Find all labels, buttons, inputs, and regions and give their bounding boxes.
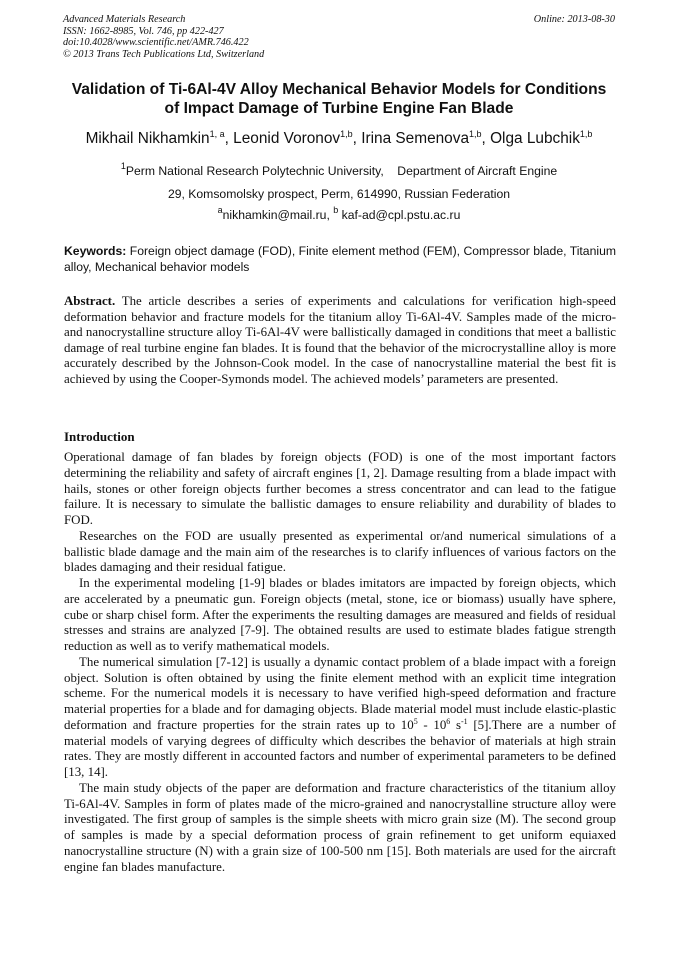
email-a: nikhamkin@mail.ru,	[222, 208, 334, 222]
paragraph-2: Researches on the FOD are usually presented as experimental or/and numerical simulations of a ballistic blade damage and the main aim of the researches is to clarify influences of various factors on the blades damaging and their residual fatigue.	[64, 528, 616, 575]
paragraph-5: The main study objects of the paper are deformation and fracture characteristics of the titanium alloy Ti-6Al-4V. Samples in form of plates made of the micro-grained and nanocrystalline structure alloy were investigated. The first group of samples is the simple sheets with micro grain size (M). The second group of samples is made by a special deformation process of grain refinement to get uniform equiaxed nanocrystalline structure (N) with a grain size of 100-500 nm [15]. Both materials are used for the aircraft engine fan blades manufacture.	[64, 780, 616, 874]
author-1: Mikhail Nikhamkin$^{1, a}$,	[85, 129, 234, 147]
author-list	[40, 129, 638, 148]
paragraph-1: Operational damage of fan blades by foreign objects (FOD) is one of the most important factors determining the reliability and safety of aircraft engines [1, 2]. Damage resulting from a blade impact with hails, stones or other foreign objects further becomes a stress concentrator and can lead to the fatigue failure. It is necessary to simulate the ballistic damages to ensure reliability and durability of blades to FOD.	[64, 450, 616, 527]
keywords	[64, 243, 616, 275]
paragraph-3: In the experimental modeling [1-9] blades or blades imitators are impacted by foreign objects, which are accelerated by a pneumatic gun. Foreign objects (metal, stone, ice or biomass) usually have sphere, cube or sharp chisel form. After the experiments the resulting damages are measured and fields of residual stresses and strains are analyzed [7-9]. The obtained results are used to estimate blades fatigue strength reduction as well as to verify mathematical models.	[64, 576, 616, 653]
abstract	[64, 294, 616, 388]
title-line-1: Validation of Ti-6Al-4V Alloy Mechanical Behavior Models for Conditions	[71, 81, 607, 98]
paragraph-4: The numerical simulation [7-12] is usually a dynamic contact problem of a blade impact with a foreign object. Solution is often obtained by using the finite element method with an explicit time integration scheme. For the numerical models it is necessary to have verified high-speed deformation and fracture material properties for a blade and for damaging objects. Blade material model must include elastic-plastic deformation and fracture properties for the strain rates up to $10^5 - 10^6$ $s^{-1}$ [5].There are a number of material models of varying degrees of difficulty which describes the behavior of materials at high strain rates. They are mostly different in accounted factors and number of experimental parameters to be defined [13, 14].	[64, 654, 617, 779]
paper-title	[48, 80, 630, 118]
copyright-line: © 2013 Trans Tech Publications Ltd, Switzerland	[63, 48, 265, 60]
author-3: Irina Semenova$^{1,b}$,	[361, 129, 491, 147]
doi-line: doi:10.4028/www.scientific.net/AMR.746.422	[63, 37, 249, 49]
author-4: Olga Lubchik$^{1,b}$	[490, 129, 593, 147]
online-date: Online: 2013-08-30	[533, 14, 615, 25]
section-heading-introduction: Introduction	[64, 429, 135, 444]
journal-header	[63, 14, 615, 60]
title-line-2: of Impact Damage of Turbine Engine Fan Blade	[164, 100, 514, 117]
author-2: Leonid Voronov$^{1,b}$,	[233, 129, 362, 147]
keywords-text: Foreign object damage (FOD), Finite element method (FEM), Compressor blade, Titanium alloy, Mechanical behavior models	[64, 244, 616, 274]
affiliation-emails: $^a$nikhamkin@mail.ru, $^b$ kaf-ad@cpl.pstu.ac.ru	[217, 205, 461, 222]
email-b: kaf-ad@cpl.pstu.ac.ru	[338, 208, 461, 222]
keywords-label: Keywords:	[64, 244, 127, 258]
abstract-text: The article describes a series of experiments and calculations for verification high-speed deformation behavior and fracture models for the titanium alloy Ti-6Al-4V. Samples made of the micro- and nanocrystalline structure alloy Ti-6Al-4V were ballistically damaged in conditions that meet a ballistic damage of real turbine engine fan blades. It is found that the behavior of the microcrystalline alloy is more accurately described by the Johnson-Cook model. In the case of nanocrystalline material the best fit is achieved by using the Cooper-Symonds model. The achieved models’ parameters are presented.	[64, 294, 616, 386]
introduction-body	[64, 450, 616, 875]
issn-line: ISSN: 1662-8985, Vol. 746, pp 422-427	[63, 25, 224, 37]
affiliation-institution: $^1$Perm National Research Polytechnic University, Department of Aircraft Engine	[120, 161, 558, 178]
abstract-label: Abstract.	[64, 294, 116, 308]
journal-name: Advanced Materials Research	[63, 14, 186, 25]
affiliation-address: 29, Komsomolsky prospect, Perm, 614990, Russian Federation	[167, 187, 511, 201]
